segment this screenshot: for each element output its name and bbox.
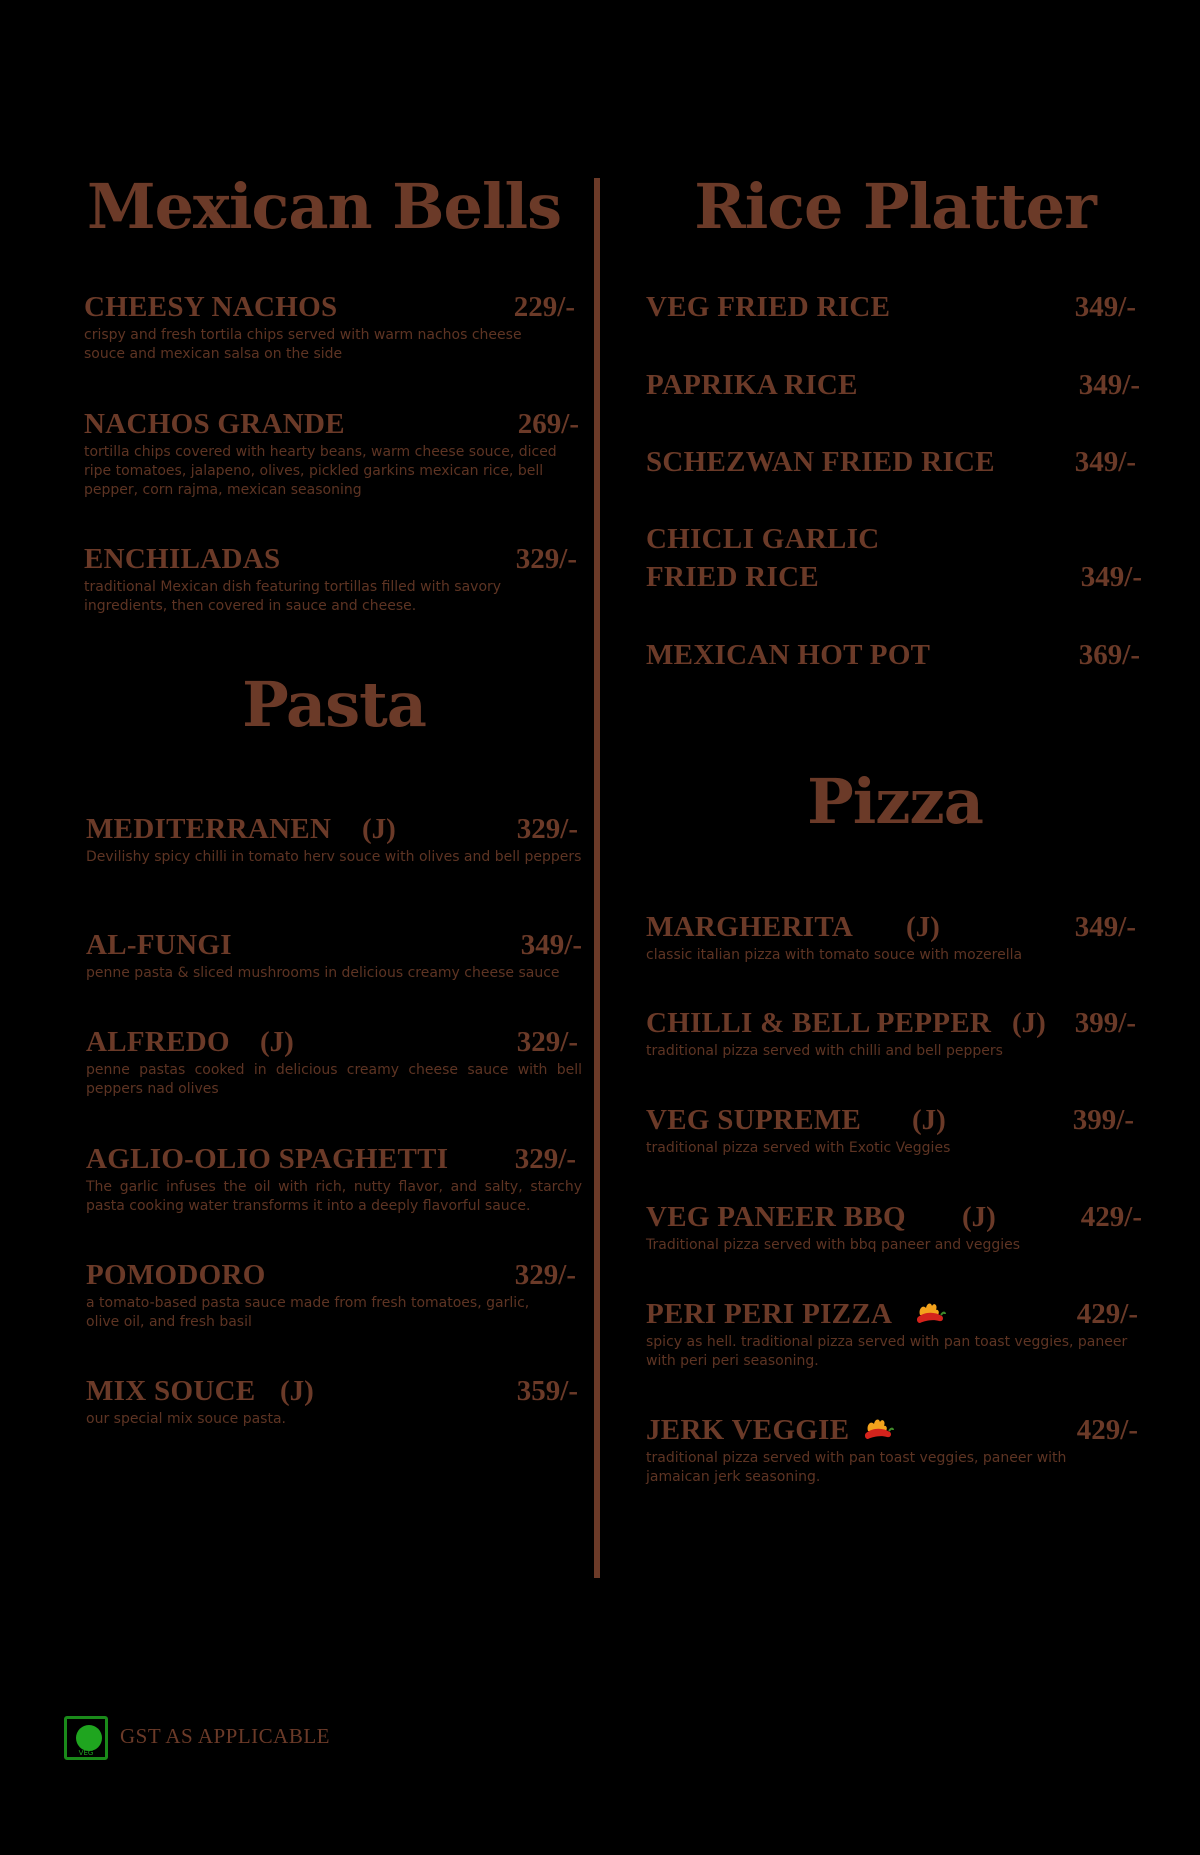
item-price: 369/- [1078,639,1140,671]
item-price: 349/- [1080,561,1142,593]
section-title-rice-platter: Rice Platter [694,170,1096,243]
item-name: VEG PANEER BBQ [646,1201,906,1233]
menu-item-chicli-garlic-fried-rice [646,520,1142,596]
veg-dot [76,1725,102,1751]
item-name: MEDITERRANEN [86,813,332,845]
jain-tag: (J) [260,1026,294,1058]
section-title-mexican-bells: Mexican Bells [86,170,562,243]
item-name: POMODORO [86,1259,266,1291]
item-price: 429/- [1080,1201,1142,1233]
item-description: our special mix souce pasta. [86,1411,286,1427]
item-description: classic italian pizza with tomato souce with mozerella [646,947,1023,963]
item-description: traditional pizza served with Exotic Veggies [646,1140,951,1156]
item-description: penne pastas cooked in delicious creamy cheese sauce with bell peppers nad olives [86,1062,582,1097]
item-name: VEG FRIED RICE [646,291,891,323]
veg-label: VEG [78,1749,94,1757]
chili-fire-icon [862,1415,894,1443]
jain-tag: (J) [1012,1007,1046,1039]
item-description: penne pasta & sliced mushrooms in delicious creamy cheese sauce [86,965,560,981]
jain-tag: (J) [906,911,940,943]
section-title-pasta: Pasta [242,668,426,741]
item-price: 349/- [1074,446,1136,478]
item-price: 329/- [515,543,577,575]
item-price: 399/- [1074,1007,1136,1039]
column-divider [594,178,600,1578]
item-price: 329/- [516,813,578,845]
gst-note: GST AS APPLICABLE [120,1724,330,1748]
section-title-pizza: Pizza [807,765,983,838]
item-name: PAPRIKA RICE [646,369,858,401]
item-name: PERI PERI PIZZA [646,1298,893,1330]
item-name: AL-FUNGI [86,929,232,961]
jain-tag: (J) [362,813,396,845]
item-description: a tomato-based pasta sauce made from fresh tomatoes, garlic, olive oil, and fresh basil [86,1295,530,1330]
item-description: crispy and fresh tortila chips served with warm nachos cheese souce and mexican salsa on the side [84,327,522,362]
item-price: 429/- [1076,1298,1138,1330]
item-price: 329/- [516,1026,578,1058]
item-price: 349/- [1074,911,1136,943]
jain-tag: (J) [280,1375,314,1407]
item-price: 329/- [514,1143,576,1175]
item-description: traditional pizza served with chilli and bell peppers [646,1043,1003,1059]
chili-fire-icon [914,1299,946,1327]
item-name: CHILLI & BELL PEPPER [646,1007,992,1039]
item-name: CHEESY NACHOS [84,291,338,323]
item-name: SCHEZWAN FRIED RICE [646,446,995,478]
item-description: Traditional pizza served with bbq paneer and veggies [646,1237,1021,1253]
jain-tag: (J) [912,1104,946,1136]
item-description: tortilla chips covered with hearty beans, warm cheese souce, diced ripe tomatoes, jalapeno, olives, pickled garkins mexican rice, bell pepper, corn rajma, mexican seasoning [84,444,557,498]
item-name: CHICLI GARLIC FRIED RICE [646,523,880,593]
item-price: 349/- [520,929,582,961]
item-name: MIX SOUCE [86,1375,256,1407]
item-name: ENCHILADAS [84,543,281,575]
item-price: 359/- [516,1375,578,1407]
item-price: 349/- [1074,291,1136,323]
item-description: traditional pizza served with pan toast veggies, paneer with jamaican jerk seasoning. [646,1450,1067,1485]
item-name: NACHOS GRANDE [84,408,345,440]
item-description: The garlic infuses the oil with rich, nutty flavor, and salty, starchy pasta cooking water transforms it into a deeply flavorful sauce. [86,1179,582,1214]
item-price: 399/- [1072,1104,1134,1136]
item-name: VEG SUPREME [646,1104,862,1136]
item-name: MARGHERITA [646,911,854,943]
item-description: traditional Mexican dish featuring tortillas filled with savory ingredients, then covered in sauce and cheese. [84,579,502,614]
item-price: 329/- [514,1259,576,1291]
item-description: spicy as hell. traditional pizza served with pan toast veggies, paneer with peri peri seasoning. [646,1334,1128,1369]
item-price: 429/- [1076,1414,1138,1446]
item-name: ALFREDO [86,1026,230,1058]
jain-tag: (J) [962,1201,996,1233]
item-price: 229/- [513,291,575,323]
item-price: 269/- [517,408,579,440]
item-price: 349/- [1078,369,1140,401]
item-description: Devilishy spicy chilli in tomato herv souce with olives and bell peppers [86,849,582,865]
item-name: MEXICAN HOT POT [646,639,931,671]
item-name: JERK VEGGIE [646,1414,850,1446]
item-name: AGLIO-OLIO SPAGHETTI [86,1143,449,1175]
veg-symbol-icon [64,1716,108,1760]
